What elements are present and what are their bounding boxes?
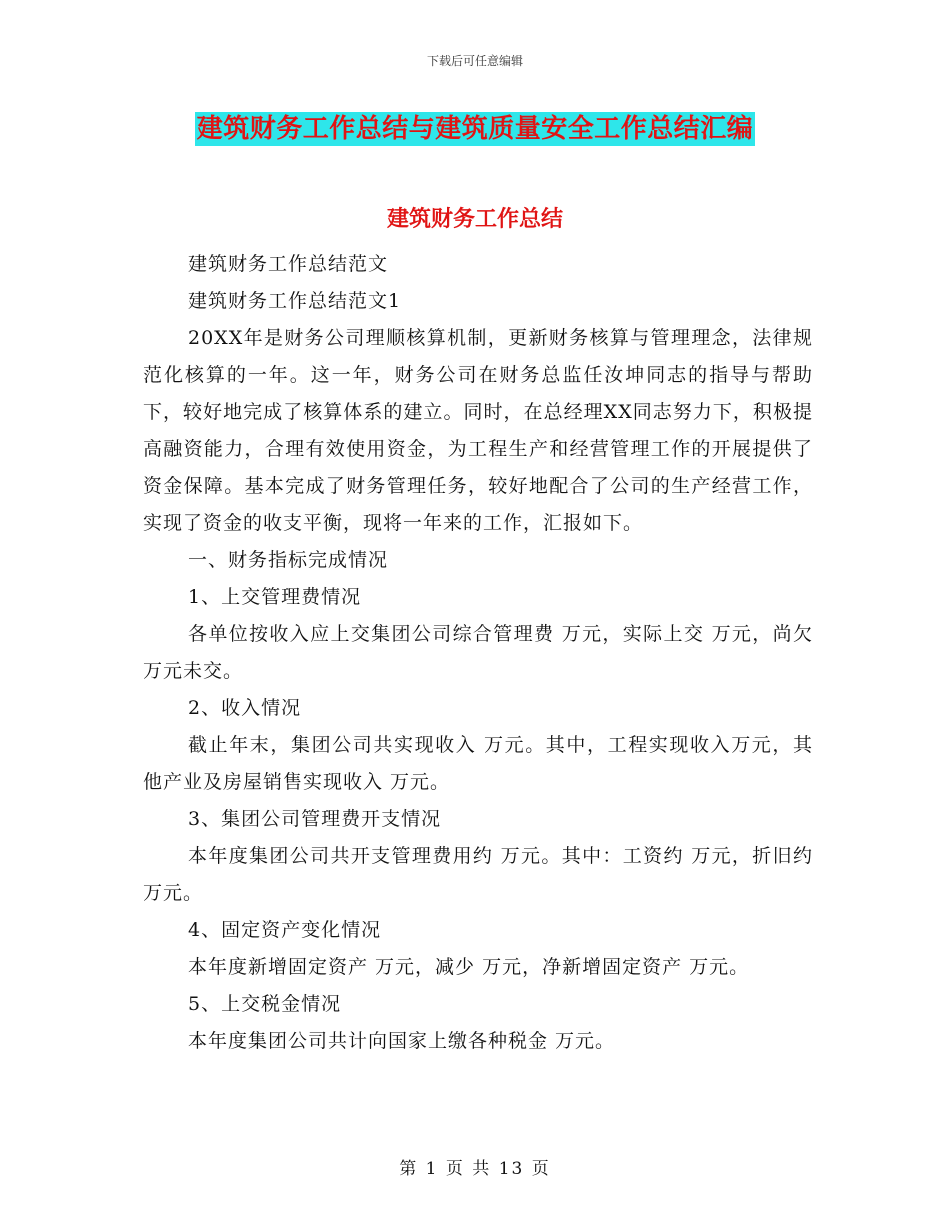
document-title [0,112,950,146]
paragraph: 本年度集团公司共开支管理费用约 万元。其中：工资约 万元，折旧约 万元。 [143,845,813,904]
paragraph: 本年度集团公司共计向国家上缴各种税金 万元。 [188,1030,616,1052]
paragraph: 一、财务指标完成情况 [188,549,389,571]
header-note: 下载后可任意编辑 [426,54,523,68]
paragraph: 本年度新增固定资产 万元，减少 万元，净新增固定资产 万元。 [188,956,750,978]
paragraph: 20XX年是财务公司理顺核算机制，更新财务核算与管理理念，法律规范化核算的一年。这一年，财务公司在财务总监任汝坤同志的指导与帮助下，较好地完成了核算体系的建立。同时，在总经理XX同志努力下，积极提高融资能力，合理有效使用资金，为工程生产和经营管理工作的开展提供了资金保障。基本完成了财务管理任务，较好地配合了公司的生产经营工作，实现了资金的收支平衡，现将一年来的工作，汇报如下。 [143,327,813,534]
paragraph: 3、集团公司管理费开支情况 [188,808,442,830]
page-footer: 第 1 页 共 13 页 [399,1159,551,1179]
section-title: 建筑财务工作总结 [386,207,563,232]
paragraph: 建筑财务工作总结范文1 [188,290,402,312]
paragraph: 1、上交管理费情况 [188,586,362,608]
paragraph: 5、上交税金情况 [188,993,342,1015]
paragraph: 各单位按收入应上交集团公司综合管理费 万元，实际上交 万元，尚欠 万元未交。 [143,623,813,682]
paragraph: 建筑财务工作总结范文 [188,253,389,275]
document-body [143,246,813,1060]
paragraph: 2、收入情况 [188,697,302,719]
document-title-text: 建筑财务工作总结与建筑质量安全工作总结汇编 [196,114,754,144]
paragraph: 截止年末，集团公司共实现收入 万元。其中，工程实现收入万元，其他产业及房屋销售实现收入 万元。 [143,734,813,793]
paragraph: 4、固定资产变化情况 [188,919,382,941]
